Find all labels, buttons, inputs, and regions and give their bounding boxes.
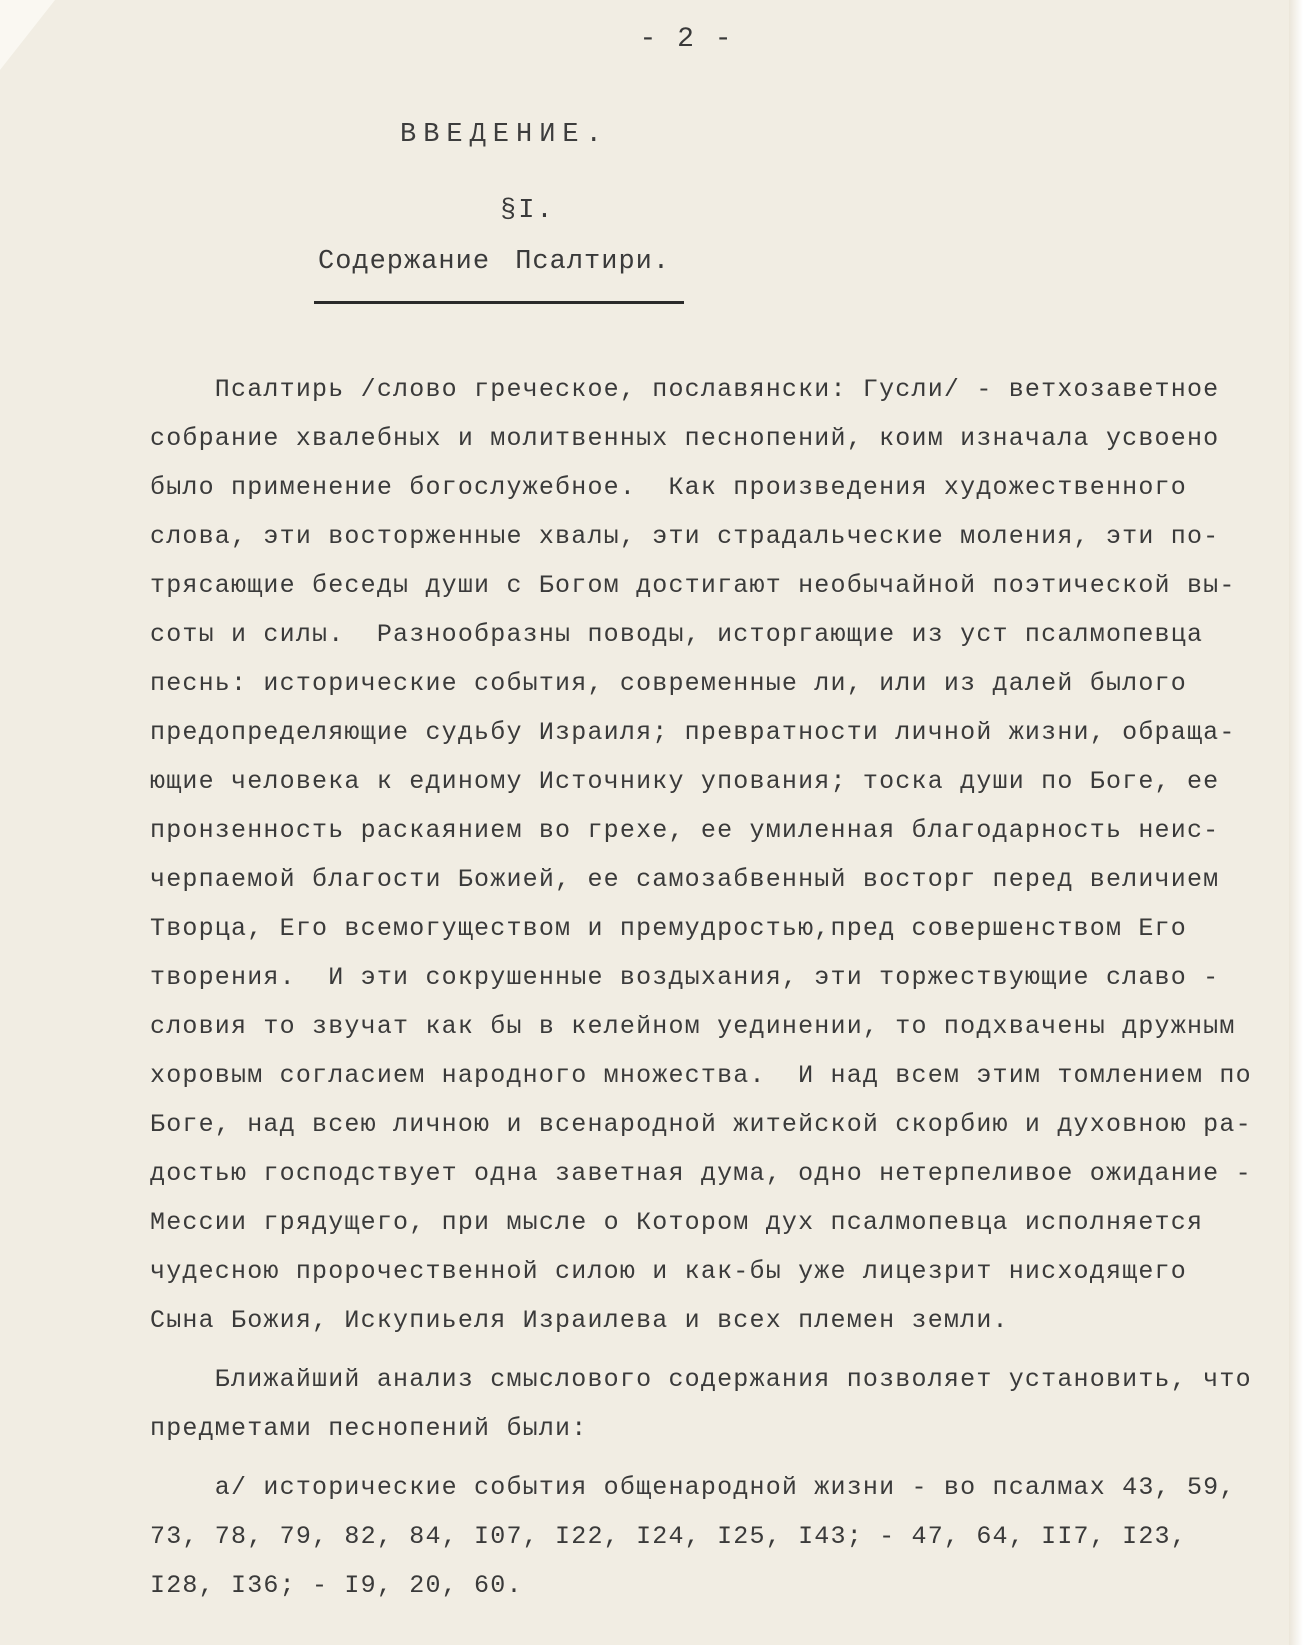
text-line: Псалтирь /слово греческое, пославянски: Гусли/ - ветхозаветное [150, 375, 1220, 404]
text-line: песнь: исторические события, современные ли, или из далей былого [150, 669, 1187, 698]
text-line: слова, эти восторженные хвалы, эти страдальческие моления, эти по- [150, 522, 1220, 551]
text-line: было применение богослужебное. Как произведения художественного [150, 473, 1187, 502]
text-line: Творца, Его всемогуществом и премудростью,пред совершенством Его [150, 914, 1187, 943]
text-line: творения. И эти сокрушенные воздыхания, эти торжествующие славо - [150, 963, 1220, 992]
text-line: а/ исторические события общенародной жизни - во псалмах 43, 59, [150, 1473, 1236, 1502]
text-line: I28, I36; - I9, 20, 60. [150, 1571, 523, 1600]
text-line: Ближайший анализ смыслового содержания позволяет установить, что [150, 1365, 1252, 1394]
text-line: достью господствует одна заветная дума, одно нетерпеливое ожидание - [150, 1159, 1252, 1188]
text-line: словия то звучат как бы в келейном уединении, то подхвачены дружным [150, 1012, 1236, 1041]
text-line: собрание хвалебных и молитвенных песнопений, коим изначала усвоено [150, 424, 1220, 453]
text-line: Мессии грядущего, при мысле о Котором дух псалмопевца исполняется [150, 1208, 1204, 1237]
text-line: Сына Божия, Искупиьеля Израилева и всех племен земли. [150, 1306, 1009, 1335]
text-line: ющие человека к единому Источнику упования; тоска души по Боге, ее [150, 767, 1220, 796]
section-number: §I. [500, 196, 555, 226]
title-underline [314, 301, 684, 304]
text-line: трясающие беседы души с Богом достигают необычайной поэтической вы- [150, 571, 1236, 600]
text-line: соты и силы. Разнообразны поводы, исторгающие из уст псалмопевца [150, 620, 1204, 649]
text-line: предопределяющие судьбу Израиля; превратности личной жизни, обраща- [150, 718, 1236, 747]
text-line: Боге, над всею личною и всенародной житейской скорбию и духовною ра- [150, 1110, 1252, 1139]
text-line: хоровым согласием народного множества. И над всем этим томлением по [150, 1061, 1252, 1090]
body-text [150, 365, 1290, 1610]
text-line: чудесною пророчественной силою и как-бы уже лицезрит нисходящего [150, 1257, 1187, 1286]
text-line: пронзенность раскаянием во грехе, ее умиленная благодарность неис- [150, 816, 1220, 845]
text-line: черпаемой благости Божией, ее самозабвенный восторг перед величием [150, 865, 1220, 894]
page-edge-shadow [1289, 0, 1303, 1645]
chapter-heading: ВВЕДЕНИЕ. [400, 120, 609, 150]
page-number: - 2 - [639, 24, 734, 55]
text-line: предметами песнопений были: [150, 1414, 588, 1443]
section-title: Содержание Псалтири. [318, 247, 671, 277]
text-line: 73, 78, 79, 82, 84, I07, I22, I24, I25, I43; - 47, 64, II7, I23, [150, 1522, 1187, 1551]
